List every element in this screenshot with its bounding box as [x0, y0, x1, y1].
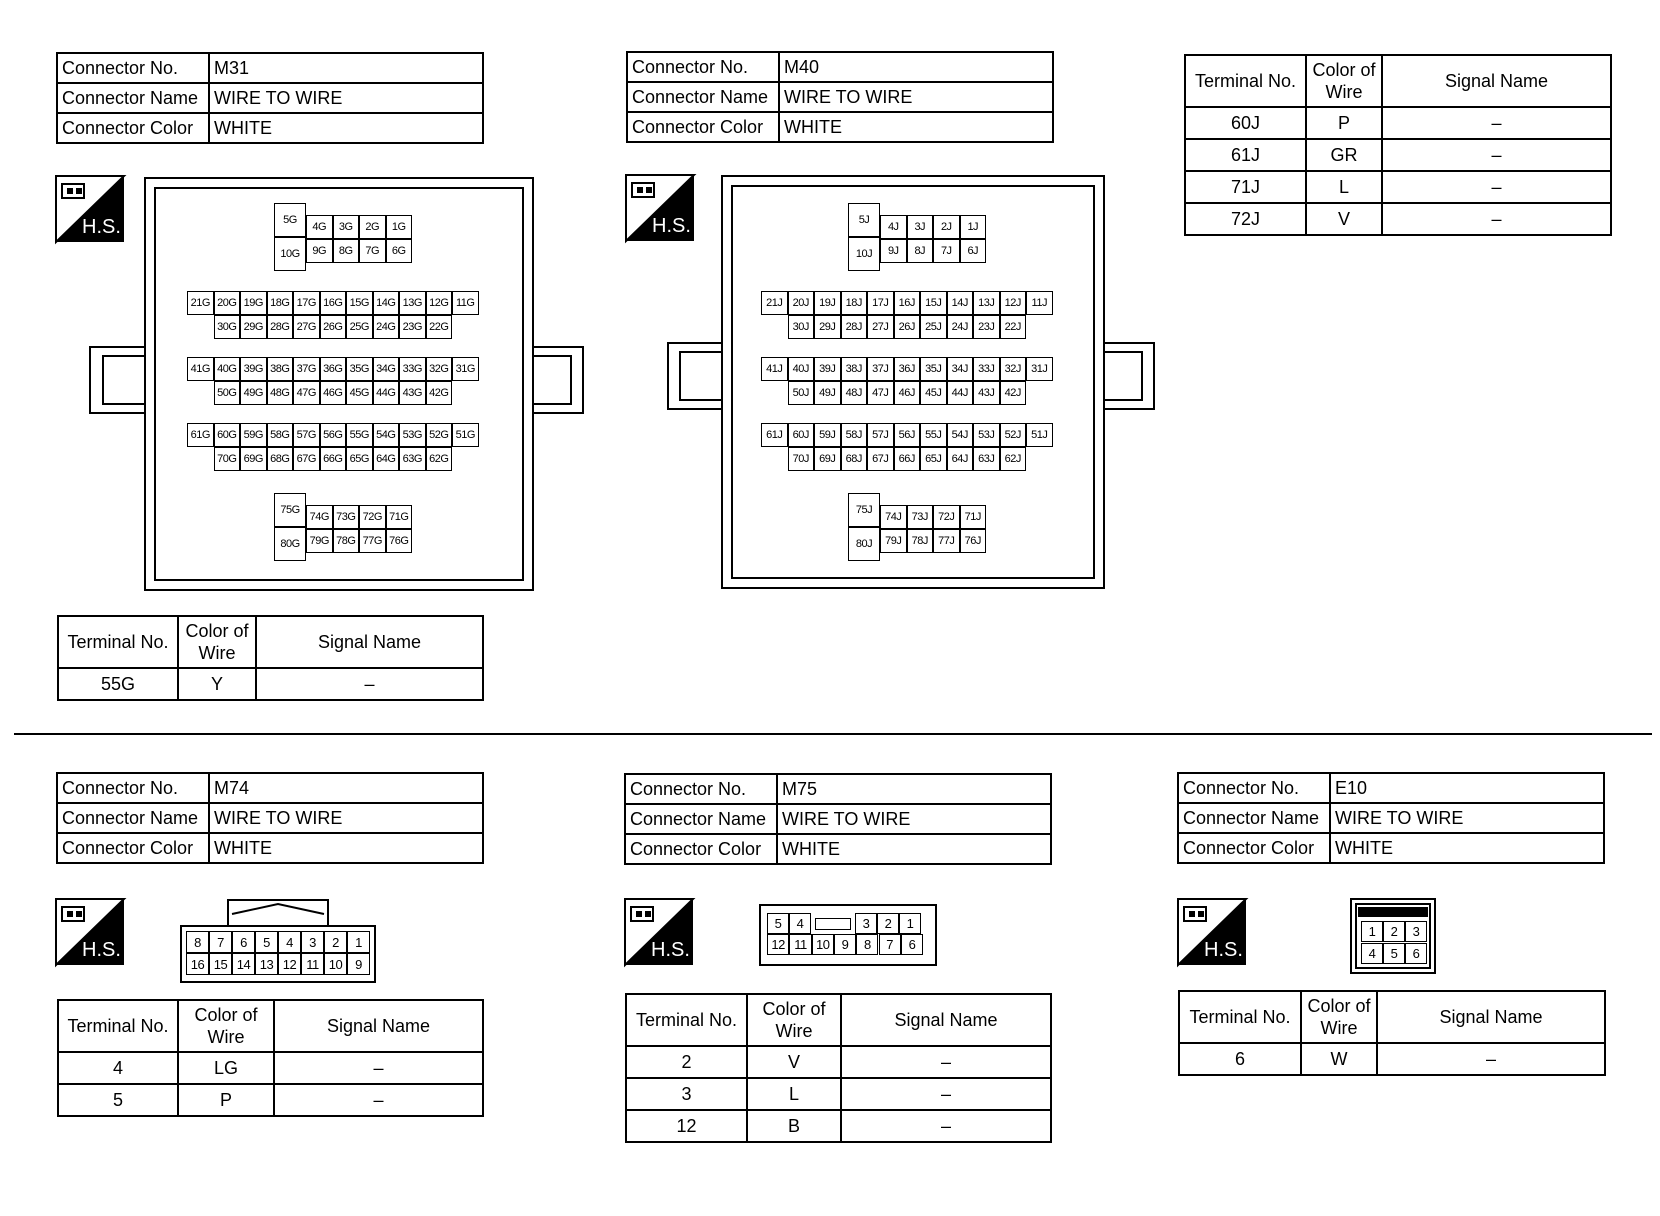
- terminal-cavity: 66J: [894, 447, 921, 471]
- terminal-cavity: 37J: [867, 357, 894, 381]
- header-signal-name: Signal Name: [1382, 55, 1611, 107]
- terminal-cavity: 48G: [267, 381, 294, 405]
- terminal-cavity: 15: [209, 953, 232, 975]
- terminal-cavity: 6: [901, 934, 923, 955]
- terminal-cavity: 68J: [841, 447, 868, 471]
- terminal-cavity: 3: [1405, 921, 1427, 942]
- terminal-cavity: 2: [877, 913, 899, 934]
- header-signal-name: Signal Name: [256, 616, 483, 668]
- terminal-cavity: 26J: [894, 315, 921, 339]
- terminal-cavity: 44G: [373, 381, 400, 405]
- terminal-cavity: 6G: [386, 239, 413, 263]
- terminal-cavity: 34J: [947, 357, 974, 381]
- terminal-cavity: 7: [879, 934, 901, 955]
- table-row: 12 B –: [626, 1110, 1051, 1142]
- e10-connector-color: WHITE: [1330, 833, 1604, 863]
- terminal-cavity: 77J: [933, 529, 960, 553]
- terminal-cavity: 6: [1405, 943, 1427, 964]
- table-row: 55G Y –: [58, 668, 483, 700]
- terminal-cavity: 8: [186, 931, 209, 953]
- m75-lock-slot: [811, 913, 855, 934]
- terminal-cavity: 14G: [373, 291, 400, 315]
- terminal-cavity: 6: [232, 931, 255, 953]
- terminal-cavity: 76J: [960, 529, 987, 553]
- terminal-cavity: 33G: [399, 357, 426, 381]
- m40-connector-color: WHITE: [779, 112, 1053, 142]
- terminal-cavity: 79G: [306, 529, 333, 553]
- terminal-cavity: 26G: [320, 315, 347, 339]
- terminal-cavity: 38G: [267, 357, 294, 381]
- terminal-cavity: 51J: [1026, 423, 1053, 447]
- terminal-cavity: 42G: [426, 381, 453, 405]
- terminal-cavity: 71G: [386, 505, 413, 529]
- terminal-cavity: 72G: [359, 505, 386, 529]
- terminal-cavity: 72J: [933, 505, 960, 529]
- terminal-cavity: 10: [324, 953, 347, 975]
- terminal-cavity: 70J: [788, 447, 815, 471]
- terminal-cavity: 36G: [320, 357, 347, 381]
- m31-connector-no: M31: [209, 53, 483, 83]
- m74-connector-name: WIRE TO WIRE: [209, 803, 483, 833]
- section-divider: [14, 733, 1652, 735]
- terminal-cavity: 64G: [373, 447, 400, 471]
- terminal-cavity: 12J: [1000, 291, 1027, 315]
- header-terminal-no: Terminal No.: [58, 616, 178, 668]
- terminal-cavity: 10G: [274, 237, 306, 271]
- terminal-cavity: 29G: [240, 315, 267, 339]
- terminal-cavity: 16J: [894, 291, 921, 315]
- m75-connector-name: WIRE TO WIRE: [777, 804, 1051, 834]
- e10-latch: [1358, 907, 1428, 917]
- terminal-cavity: 43G: [399, 381, 426, 405]
- terminal-cavity: 43J: [973, 381, 1000, 405]
- terminal-cavity: 23J: [973, 315, 1000, 339]
- terminal-cavity: 8J: [907, 239, 934, 263]
- terminal-cavity: 61J: [761, 423, 788, 447]
- terminal-cavity: 1: [347, 931, 370, 953]
- terminal-cavity: 2: [324, 931, 347, 953]
- terminal-cavity: 9J: [880, 239, 907, 263]
- terminal-cavity: 55J: [920, 423, 947, 447]
- hs-label: H.S.: [82, 939, 121, 961]
- terminal-cavity: 60J: [788, 423, 815, 447]
- terminal-cavity: 50J: [788, 381, 815, 405]
- terminal-cavity: 10: [812, 934, 834, 955]
- terminal-cavity: 15J: [920, 291, 947, 315]
- terminal-cavity: 80J: [848, 527, 880, 561]
- terminal-cavity: 4: [278, 931, 301, 953]
- terminal-cavity: 2G: [359, 215, 386, 239]
- terminal-cavity: 19J: [814, 291, 841, 315]
- terminal-cavity: 46G: [320, 381, 347, 405]
- terminal-cavity: 54J: [947, 423, 974, 447]
- table-row: 4 LG –: [58, 1052, 483, 1084]
- terminal-cavity: 8: [856, 934, 878, 955]
- table-row: 72J V –: [1185, 203, 1611, 235]
- header-signal-name: Signal Name: [841, 994, 1051, 1046]
- terminal-cavity: 9: [347, 953, 370, 975]
- terminal-cavity: 31J: [1026, 357, 1053, 381]
- header-terminal-no: Terminal No.: [626, 994, 747, 1046]
- terminal-cavity: 78G: [333, 529, 360, 553]
- terminal-cavity: 53G: [399, 423, 426, 447]
- m75-connector-color: WHITE: [777, 834, 1051, 864]
- header-color-of-wire: Color of Wire: [1306, 55, 1382, 107]
- table-row: 61J GR –: [1185, 139, 1611, 171]
- terminal-cavity: 37G: [293, 357, 320, 381]
- label-connector-color: Connector Color: [627, 112, 779, 142]
- terminal-cavity: 52G: [426, 423, 453, 447]
- hs-label: H.S.: [652, 215, 691, 237]
- terminal-cavity: 45G: [346, 381, 373, 405]
- terminal-cavity: 46J: [894, 381, 921, 405]
- terminal-cavity: 16: [186, 953, 209, 975]
- terminal-cavity: 58J: [841, 423, 868, 447]
- terminal-cavity: 65G: [346, 447, 373, 471]
- terminal-cavity: 1G: [386, 215, 413, 239]
- terminal-cavity: 62J: [1000, 447, 1027, 471]
- terminal-cavity: 21G: [187, 291, 214, 315]
- label-connector-name: Connector Name: [57, 803, 209, 833]
- terminal-cavity: 41G: [187, 357, 214, 381]
- terminal-cavity: 11: [789, 934, 811, 955]
- terminal-cavity: 17J: [867, 291, 894, 315]
- terminal-cavity: 34G: [373, 357, 400, 381]
- terminal-cavity: 10J: [848, 237, 880, 271]
- terminal-cavity: 4J: [880, 215, 907, 239]
- terminal-cavity: 39G: [240, 357, 267, 381]
- m74-connector-no: M74: [209, 773, 483, 803]
- terminal-cavity: 66G: [320, 447, 347, 471]
- terminal-cavity: 32G: [426, 357, 453, 381]
- terminal-cavity: 50G: [214, 381, 241, 405]
- label-connector-color: Connector Color: [57, 113, 209, 143]
- terminal-cavity: 38J: [841, 357, 868, 381]
- terminal-cavity: 67J: [867, 447, 894, 471]
- terminal-cavity: 9: [834, 934, 856, 955]
- terminal-cavity: 59J: [814, 423, 841, 447]
- terminal-cavity: 61G: [187, 423, 214, 447]
- terminal-cavity: 32J: [1000, 357, 1027, 381]
- terminal-cavity: 40G: [214, 357, 241, 381]
- label-connector-color: Connector Color: [57, 833, 209, 863]
- terminal-cavity: 63J: [973, 447, 1000, 471]
- label-connector-no: Connector No.: [1178, 773, 1330, 803]
- terminal-cavity: 21J: [761, 291, 788, 315]
- label-connector-no: Connector No.: [627, 52, 779, 82]
- table-row: 3 L –: [626, 1078, 1051, 1110]
- terminal-cavity: 13J: [973, 291, 1000, 315]
- terminal-cavity: 12: [278, 953, 301, 975]
- m31-connector-name: WIRE TO WIRE: [209, 83, 483, 113]
- terminal-cavity: 33J: [973, 357, 1000, 381]
- terminal-cavity: 6J: [960, 239, 987, 263]
- terminal-cavity: 5: [255, 931, 278, 953]
- table-row: 71J L –: [1185, 171, 1611, 203]
- terminal-cavity: 12G: [426, 291, 453, 315]
- m40-connector-no: M40: [779, 52, 1053, 82]
- terminal-cavity: 5J: [848, 203, 880, 237]
- header-terminal-no: Terminal No.: [58, 1000, 178, 1052]
- m31-connector-color: WHITE: [209, 113, 483, 143]
- terminal-cavity: 41J: [761, 357, 788, 381]
- terminal-cavity: 55G: [346, 423, 373, 447]
- terminal-cavity: 63G: [399, 447, 426, 471]
- terminal-cavity: 7G: [359, 239, 386, 263]
- terminal-cavity: 73J: [907, 505, 934, 529]
- terminal-cavity: 28J: [841, 315, 868, 339]
- m74-signal-table: [57, 999, 484, 1117]
- terminal-cavity: 3: [301, 931, 324, 953]
- terminal-cavity: 70G: [214, 447, 241, 471]
- terminal-cavity: 20J: [788, 291, 815, 315]
- terminal-cavity: 18G: [267, 291, 294, 315]
- terminal-cavity: 5: [1383, 943, 1405, 964]
- terminal-cavity: 35J: [920, 357, 947, 381]
- terminal-cavity: 78J: [907, 529, 934, 553]
- m40-connector-name: WIRE TO WIRE: [779, 82, 1053, 112]
- e10-connector-name: WIRE TO WIRE: [1330, 803, 1604, 833]
- terminal-cavity: 62G: [426, 447, 453, 471]
- terminal-cavity: 45J: [920, 381, 947, 405]
- terminal-cavity: 1: [1361, 921, 1383, 942]
- terminal-cavity: 16G: [320, 291, 347, 315]
- terminal-cavity: 36J: [894, 357, 921, 381]
- terminal-cavity: 73G: [333, 505, 360, 529]
- terminal-cavity: 11G: [452, 291, 479, 315]
- terminal-cavity: 13G: [399, 291, 426, 315]
- hs-label: H.S.: [1204, 939, 1243, 961]
- terminal-cavity: 22G: [426, 315, 453, 339]
- terminal-cavity: 27G: [293, 315, 320, 339]
- label-connector-color: Connector Color: [625, 834, 777, 864]
- terminal-cavity: 22J: [1000, 315, 1027, 339]
- terminal-cavity: 3J: [907, 215, 934, 239]
- terminal-cavity: 24J: [947, 315, 974, 339]
- terminal-cavity: 69G: [240, 447, 267, 471]
- terminal-cavity: 40J: [788, 357, 815, 381]
- terminal-cavity: 39J: [814, 357, 841, 381]
- terminal-cavity: 60G: [214, 423, 241, 447]
- terminal-cavity: 15G: [346, 291, 373, 315]
- terminal-cavity: 74G: [306, 505, 333, 529]
- terminal-cavity: 1J: [960, 215, 987, 239]
- terminal-cavity: 17G: [293, 291, 320, 315]
- terminal-cavity: 59G: [240, 423, 267, 447]
- terminal-cavity: 9G: [306, 239, 333, 263]
- terminal-cavity: 7J: [933, 239, 960, 263]
- terminal-cavity: 2: [1383, 921, 1405, 942]
- terminal-cavity: 49J: [814, 381, 841, 405]
- terminal-cavity: 20G: [214, 291, 241, 315]
- header-terminal-no: Terminal No.: [1185, 55, 1306, 107]
- hs-label: H.S.: [651, 939, 690, 961]
- terminal-cavity: 28G: [267, 315, 294, 339]
- terminal-cavity: 42J: [1000, 381, 1027, 405]
- terminal-cavity: 27J: [867, 315, 894, 339]
- label-connector-no: Connector No.: [57, 53, 209, 83]
- label-connector-name: Connector Name: [625, 804, 777, 834]
- terminal-cavity: 7: [209, 931, 232, 953]
- terminal-cavity: 68G: [267, 447, 294, 471]
- m74-connector-color: WHITE: [209, 833, 483, 863]
- label-connector-name: Connector Name: [57, 83, 209, 113]
- terminal-cavity: 58G: [267, 423, 294, 447]
- terminal-cavity: 4: [1361, 943, 1383, 964]
- terminal-cavity: 25G: [346, 315, 373, 339]
- m75-connector-no: M75: [777, 774, 1051, 804]
- terminal-cavity: 19G: [240, 291, 267, 315]
- table-row: 60J P –: [1185, 107, 1611, 139]
- terminal-cavity: 53J: [973, 423, 1000, 447]
- label-connector-name: Connector Name: [627, 82, 779, 112]
- terminal-cavity: 1: [899, 913, 921, 934]
- terminal-cavity: 2J: [933, 215, 960, 239]
- table-row: 6 W –: [1179, 1043, 1605, 1075]
- e10-signal-table: [1178, 990, 1606, 1076]
- terminal-cavity: 35G: [346, 357, 373, 381]
- terminal-cavity: 47J: [867, 381, 894, 405]
- table-row: 2 V –: [626, 1046, 1051, 1078]
- terminal-cavity: 13: [255, 953, 278, 975]
- terminal-cavity: 48J: [841, 381, 868, 405]
- terminal-cavity: 18J: [841, 291, 868, 315]
- terminal-cavity: 49G: [240, 381, 267, 405]
- terminal-cavity: 11: [301, 953, 324, 975]
- terminal-cavity: 51G: [452, 423, 479, 447]
- terminal-cavity: 31G: [452, 357, 479, 381]
- terminal-cavity: 67G: [293, 447, 320, 471]
- terminal-cavity: 47G: [293, 381, 320, 405]
- terminal-cavity: 57G: [293, 423, 320, 447]
- table-row: 5 P –: [58, 1084, 483, 1116]
- hs-label: H.S.: [82, 216, 121, 238]
- m31-signal-table: [57, 615, 484, 701]
- terminal-cavity: 80G: [274, 527, 306, 561]
- terminal-cavity: 74J: [880, 505, 907, 529]
- label-connector-no: Connector No.: [625, 774, 777, 804]
- e10-connector-no: E10: [1330, 773, 1604, 803]
- terminal-cavity: 75G: [274, 493, 306, 527]
- m40-signal-table: [1184, 54, 1612, 236]
- label-connector-name: Connector Name: [1178, 803, 1330, 833]
- terminal-cavity: 30J: [788, 315, 815, 339]
- terminal-cavity: 44J: [947, 381, 974, 405]
- terminal-cavity: 65J: [920, 447, 947, 471]
- terminal-cavity: 3G: [333, 215, 360, 239]
- terminal-cavity: 75J: [848, 493, 880, 527]
- header-terminal-no: Terminal No.: [1179, 991, 1301, 1043]
- m75-signal-table: [625, 993, 1052, 1143]
- terminal-cavity: 5: [767, 913, 789, 934]
- terminal-cavity: 79J: [880, 529, 907, 553]
- terminal-cavity: 25J: [920, 315, 947, 339]
- label-connector-no: Connector No.: [57, 773, 209, 803]
- terminal-cavity: 69J: [814, 447, 841, 471]
- terminal-cavity: 71J: [960, 505, 987, 529]
- terminal-cavity: 56G: [320, 423, 347, 447]
- terminal-cavity: 12: [767, 934, 789, 955]
- terminal-cavity: 5G: [274, 203, 306, 237]
- terminal-cavity: 8G: [333, 239, 360, 263]
- terminal-cavity: 4G: [306, 215, 333, 239]
- terminal-cavity: 54G: [373, 423, 400, 447]
- header-color-of-wire: Color of Wire: [1301, 991, 1377, 1043]
- terminal-cavity: 64J: [947, 447, 974, 471]
- terminal-cavity: 57J: [867, 423, 894, 447]
- terminal-cavity: 77G: [359, 529, 386, 553]
- header-color-of-wire: Color of Wire: [178, 616, 256, 668]
- terminal-cavity: 29J: [814, 315, 841, 339]
- terminal-cavity: 56J: [894, 423, 921, 447]
- header-color-of-wire: Color of Wire: [178, 1000, 274, 1052]
- terminal-cavity: 4: [789, 913, 811, 934]
- terminal-cavity: 30G: [214, 315, 241, 339]
- header-color-of-wire: Color of Wire: [747, 994, 841, 1046]
- terminal-cavity: 23G: [399, 315, 426, 339]
- terminal-cavity: 3: [855, 913, 877, 934]
- terminal-cavity: 52J: [1000, 423, 1027, 447]
- terminal-cavity: 11J: [1026, 291, 1053, 315]
- terminal-cavity: 24G: [373, 315, 400, 339]
- terminal-cavity: 14: [232, 953, 255, 975]
- header-signal-name: Signal Name: [274, 1000, 483, 1052]
- header-signal-name: Signal Name: [1377, 991, 1605, 1043]
- terminal-cavity: 76G: [386, 529, 413, 553]
- terminal-cavity: 14J: [947, 291, 974, 315]
- label-connector-color: Connector Color: [1178, 833, 1330, 863]
